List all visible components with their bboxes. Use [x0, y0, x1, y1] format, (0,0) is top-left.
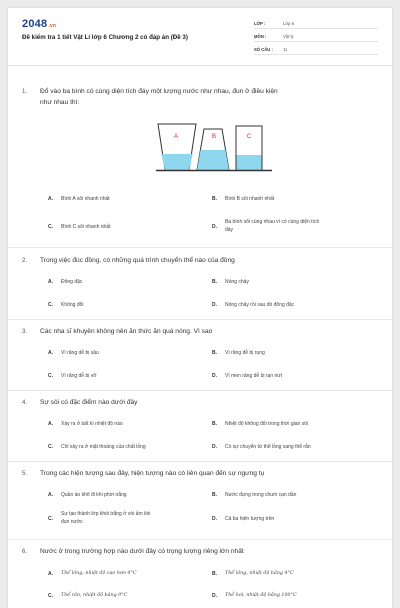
option-text: Nóng chảy rồi sau đó đông đặc [225, 302, 295, 308]
question-divider [8, 247, 392, 248]
option-text: Bình C sôi nhanh nhất [61, 224, 111, 230]
answer-option[interactable] [212, 491, 382, 499]
document-meta [254, 17, 378, 56]
option-letter: D. [212, 302, 217, 308]
answer-option[interactable] [212, 420, 382, 428]
option-letter: B. [212, 421, 217, 427]
option-text: Thể rắn, nhiệt độ bằng 0°C [61, 593, 128, 598]
answer-option[interactable] [212, 218, 382, 234]
option-letter: A. [48, 350, 53, 356]
question-number: 1. [22, 89, 28, 95]
question-text: Đổ vào ba bình có cùng diện tích đáy một lượng nước như nhau, đun ở điều kiện [40, 88, 278, 95]
answer-option[interactable] [212, 195, 382, 203]
option-text: Nước đựng trong chum cạn dần [225, 492, 297, 498]
question-line [22, 397, 382, 409]
meta-key: MÔN : [254, 34, 267, 39]
option-letter: D. [212, 444, 217, 450]
answer-option[interactable] [48, 570, 208, 578]
answer-option[interactable] [212, 515, 382, 523]
header-divider [8, 65, 392, 66]
option-text: Vì răng dễ bị vỡ [61, 373, 97, 379]
option-letter: D. [212, 224, 217, 230]
question-text-cont: như nhau thì: [40, 99, 80, 106]
meta-value: 11 [283, 47, 288, 52]
option-text: Thể hơi, nhiệt độ bằng 100°C [225, 593, 297, 598]
option-text: Xảy ra ở bất kì nhiệt độ nào [61, 421, 123, 427]
option-text: Có sự chuyển từ thể lỏng sang thể rắn [225, 444, 311, 450]
answer-option[interactable] [212, 592, 382, 600]
option-text: Chỉ xảy ra ở mặt thoáng của chất lỏng [61, 444, 146, 450]
option-letter: B. [212, 350, 217, 356]
meta-key: SỐ CÂU : [254, 47, 273, 52]
document-title: Đề kiểm tra 1 tiết Vật Lí lớp 6 Chương 2 có đáp án (Đề 3) [22, 34, 188, 41]
option-letter: B. [212, 196, 217, 202]
answer-option[interactable] [48, 223, 208, 231]
option-letter: A. [48, 571, 53, 577]
answer-option[interactable] [212, 301, 382, 309]
question-text: Nước ở trong trường hợp nào dưới đây có trọng lượng riêng lớn nhất [40, 548, 244, 555]
answer-option[interactable] [48, 420, 208, 428]
option-letter: B. [212, 492, 217, 498]
option-text: Thể lỏng, nhiệt độ bằng 4°C [225, 571, 294, 576]
meta-row-class [254, 17, 378, 29]
option-letter: B. [212, 279, 217, 285]
question-divider [8, 539, 392, 540]
question-divider [8, 390, 392, 391]
option-letter: A. [48, 196, 53, 202]
option-text: Sự tạo thành lớp khói trắng ở vòi ấm khi đun nước [61, 511, 151, 525]
meta-value: Vật lý [283, 34, 294, 39]
option-text: Nhiệt độ không đổi trong thời gian sôi [225, 421, 309, 427]
meta-row-count [254, 43, 378, 55]
answer-option[interactable] [48, 278, 208, 286]
beaker-a [158, 124, 196, 170]
option-text: Quần áo khô đi khi phơi nắng [61, 492, 127, 498]
site-logo-tld: .vn [48, 23, 57, 29]
option-letter: D. [212, 593, 217, 599]
answer-option[interactable] [48, 510, 208, 526]
option-letter: C. [48, 593, 53, 599]
beaker-b [197, 129, 229, 170]
question-text: Sự sôi có đặc điểm nào dưới đây [40, 399, 138, 406]
answer-option[interactable] [48, 195, 208, 203]
option-letter: A. [48, 492, 53, 498]
answer-option[interactable] [48, 443, 208, 451]
answer-option[interactable] [48, 592, 208, 600]
question-number: 2. [22, 258, 28, 264]
site-logo[interactable]: 2048.vn [22, 18, 57, 30]
question-text: Trong các hiện tượng sau đây, hiện tượng nào có liên quan đến sự ngưng tụ [40, 470, 265, 477]
option-letter: D. [212, 516, 217, 522]
option-letter: A. [48, 421, 53, 427]
answer-option[interactable] [212, 570, 382, 578]
question-text: Trong việc đúc đồng, có những quá trình chuyển thể nào của đồng [40, 257, 235, 264]
option-text: Ba bình sôi cùng nhau vì có cùng diện tích đáy [225, 219, 320, 233]
meta-key: LỚP : [254, 21, 266, 26]
option-text: Cả ba hiện tượng trên [225, 516, 275, 522]
option-letter: A. [48, 279, 53, 285]
option-text: Đông đặc [61, 279, 83, 285]
beaker-c [236, 126, 262, 170]
answer-option[interactable] [212, 443, 382, 451]
option-text: Vì răng dễ bị rụng [225, 350, 265, 356]
answer-option[interactable] [48, 491, 208, 499]
answer-option[interactable] [212, 349, 382, 357]
option-text: Vì răng dễ bị sâu [61, 350, 99, 356]
meta-row-subject [254, 30, 378, 42]
question-text: Các nha sĩ khuyên không nên ăn thức ăn quá nóng. Vì sao [40, 328, 213, 335]
question-line [22, 326, 382, 338]
question-line [22, 468, 382, 480]
meta-value: Lớp 6 [283, 21, 294, 26]
option-text: Vì men răng dễ bị rạn nứt [225, 373, 282, 379]
option-text: Không đổi [61, 302, 84, 308]
question-line [22, 255, 382, 267]
option-letter: C. [48, 516, 53, 522]
option-text: Nóng chảy [225, 279, 249, 285]
option-letter: C. [48, 224, 53, 230]
option-text: Thể lỏng, nhiệt độ cao hơn 4°C [61, 571, 137, 576]
option-letter: C. [48, 444, 53, 450]
answer-option[interactable] [48, 301, 208, 309]
option-text: Bình B sôi nhanh nhất [225, 196, 275, 202]
question-number: 4. [22, 400, 28, 406]
answer-option[interactable] [212, 372, 382, 380]
option-letter: C. [48, 302, 53, 308]
option-letter: C. [48, 373, 53, 379]
question-divider [8, 319, 392, 320]
question-number: 6. [22, 549, 28, 555]
answer-option[interactable] [48, 372, 208, 380]
beakers-figure [156, 121, 272, 175]
option-text: Bình A sôi nhanh nhất [61, 196, 110, 202]
option-letter: D. [212, 373, 217, 379]
question-number: 5. [22, 471, 28, 477]
question-number: 3. [22, 329, 28, 335]
document-page [8, 8, 392, 608]
beaker-label: B [211, 134, 217, 140]
question-divider [8, 461, 392, 462]
question-line [22, 546, 382, 558]
answer-option[interactable] [48, 349, 208, 357]
option-letter: B. [212, 571, 217, 577]
answer-option[interactable] [212, 278, 382, 286]
beaker-label: C [246, 134, 252, 140]
beaker-label: A [173, 134, 179, 140]
